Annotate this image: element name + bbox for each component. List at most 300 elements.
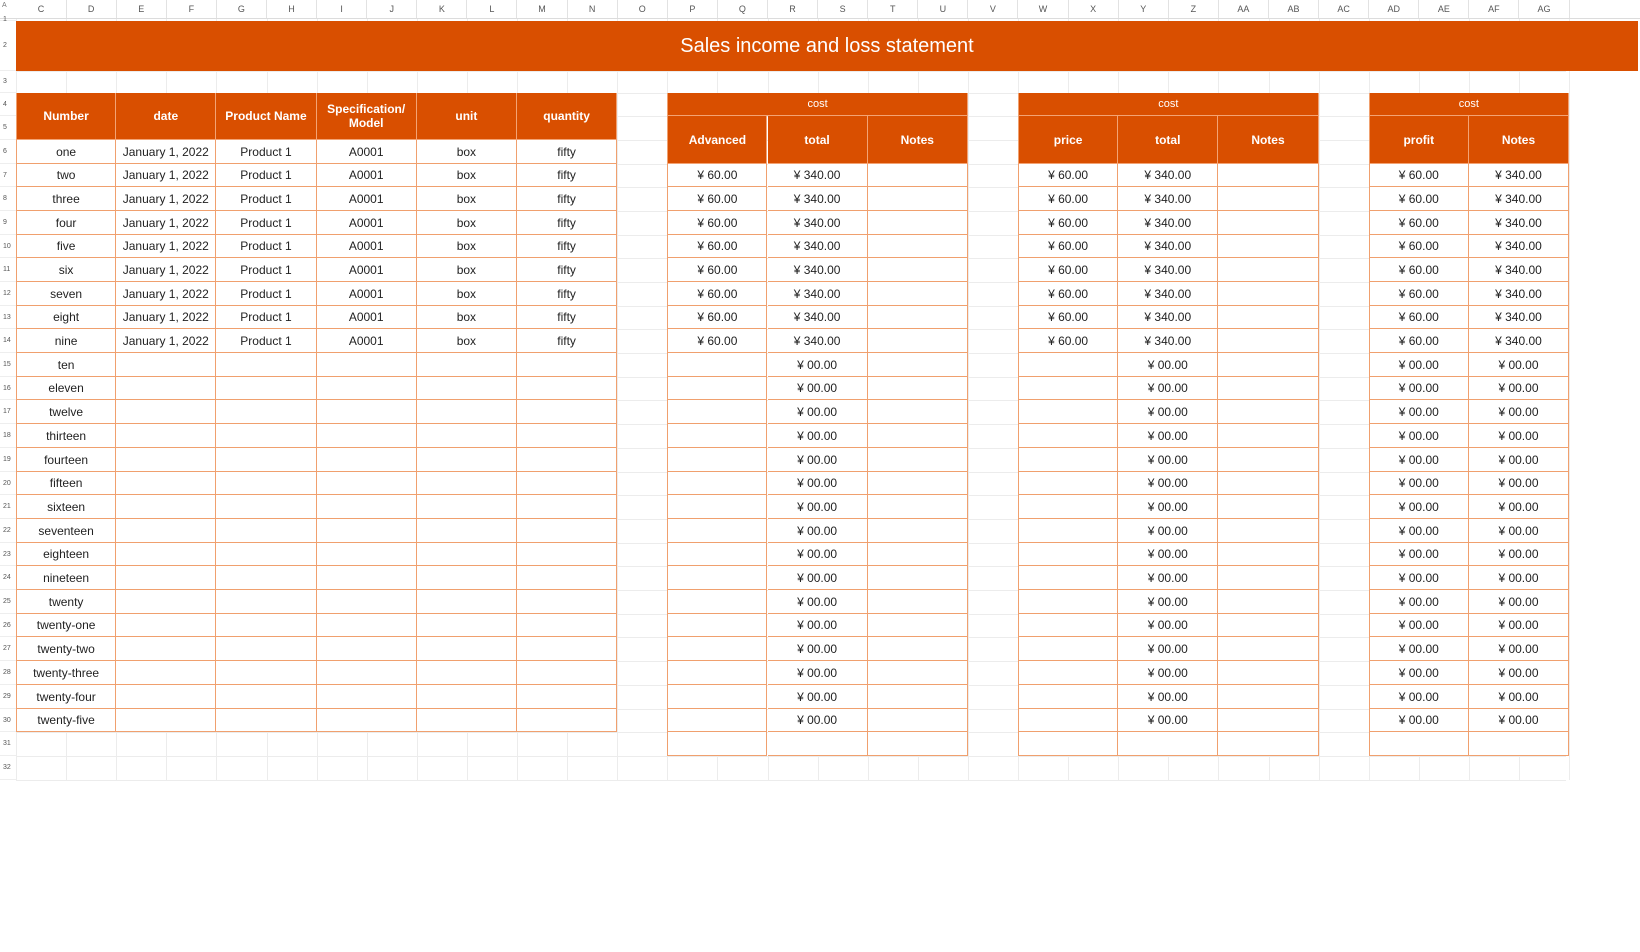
column-letter[interactable]: K: [417, 0, 467, 18]
table-cell[interactable]: [517, 400, 617, 424]
table-cell[interactable]: January 1, 2022: [116, 164, 216, 187]
table-cell[interactable]: ¥ 00.00: [1369, 424, 1469, 448]
column-letter[interactable]: S: [818, 0, 868, 18]
table-cell[interactable]: ¥ 340.00: [768, 329, 868, 353]
table-cell[interactable]: ¥ 340.00: [1469, 329, 1569, 353]
table-cell[interactable]: [216, 377, 316, 400]
table-cell[interactable]: [317, 448, 417, 472]
column-letter[interactable]: L: [467, 0, 517, 18]
column-header[interactable]: total: [1118, 116, 1218, 164]
table-cell[interactable]: [216, 685, 316, 709]
row-number[interactable]: 20: [0, 472, 16, 495]
table-cell[interactable]: ¥ 340.00: [768, 164, 868, 187]
table-cell[interactable]: box: [417, 164, 517, 187]
table-cell[interactable]: ¥ 60.00: [1369, 306, 1469, 329]
table-cell[interactable]: box: [417, 282, 517, 306]
table-cell[interactable]: [1218, 235, 1318, 258]
table-cell[interactable]: ¥ 00.00: [1118, 661, 1218, 685]
table-cell[interactable]: ¥ 340.00: [1469, 187, 1569, 211]
cost-block-1-group-header[interactable]: cost: [667, 93, 968, 116]
table-cell[interactable]: fifty: [517, 306, 617, 329]
table-cell[interactable]: ¥ 60.00: [1018, 164, 1118, 187]
table-cell[interactable]: ¥ 340.00: [1118, 258, 1218, 282]
row-number[interactable]: 19: [0, 448, 16, 472]
table-cell[interactable]: [317, 709, 417, 732]
table-cell[interactable]: ¥ 60.00: [667, 329, 767, 353]
table-cell[interactable]: ¥ 00.00: [1469, 495, 1569, 519]
table-cell[interactable]: [317, 543, 417, 566]
table-cell[interactable]: ¥ 60.00: [667, 164, 767, 187]
table-cell[interactable]: ¥ 340.00: [1469, 258, 1569, 282]
row-number[interactable]: 15: [0, 353, 16, 377]
table-cell[interactable]: [1218, 543, 1318, 566]
table-cell[interactable]: ¥ 00.00: [1469, 424, 1569, 448]
table-cell[interactable]: [517, 495, 617, 519]
table-cell[interactable]: ¥ 00.00: [768, 543, 868, 566]
table-cell[interactable]: [417, 614, 517, 637]
table-cell[interactable]: [868, 211, 968, 235]
table-cell[interactable]: ¥ 340.00: [1469, 235, 1569, 258]
table-cell[interactable]: [1218, 424, 1318, 448]
table-cell[interactable]: [116, 424, 216, 448]
table-cell[interactable]: ¥ 00.00: [1118, 519, 1218, 543]
table-cell[interactable]: ¥ 60.00: [1018, 282, 1118, 306]
table-cell[interactable]: ¥ 00.00: [1369, 377, 1469, 400]
table-cell[interactable]: [116, 543, 216, 566]
row-number[interactable]: 4: [0, 93, 16, 116]
table-cell[interactable]: ¥ 00.00: [768, 685, 868, 709]
table-cell[interactable]: twenty-three: [16, 661, 116, 685]
table-cell[interactable]: [1218, 282, 1318, 306]
table-cell[interactable]: ¥ 60.00: [1369, 282, 1469, 306]
table-cell[interactable]: fourteen: [16, 448, 116, 472]
column-letter[interactable]: O: [618, 0, 668, 18]
table-cell[interactable]: ¥ 340.00: [768, 258, 868, 282]
table-cell[interactable]: one: [16, 140, 116, 164]
table-cell[interactable]: [1218, 187, 1318, 211]
table-cell[interactable]: [317, 566, 417, 590]
table-cell[interactable]: [517, 614, 617, 637]
row-number[interactable]: 10: [0, 235, 16, 258]
table-cell[interactable]: Product 1: [216, 187, 316, 211]
table-cell[interactable]: [667, 637, 767, 661]
row-number[interactable]: 12: [0, 282, 16, 306]
table-cell[interactable]: [667, 400, 767, 424]
table-cell[interactable]: [216, 543, 316, 566]
row-number[interactable]: 5: [0, 116, 16, 140]
table-cell[interactable]: A0001: [317, 306, 417, 329]
table-cell[interactable]: twenty-one: [16, 614, 116, 637]
table-cell[interactable]: [116, 472, 216, 495]
table-cell[interactable]: [1218, 732, 1318, 756]
table-cell[interactable]: [317, 424, 417, 448]
table-cell[interactable]: [868, 448, 968, 472]
table-cell[interactable]: ¥ 60.00: [1369, 187, 1469, 211]
table-cell[interactable]: [517, 424, 617, 448]
table-cell[interactable]: twenty: [16, 590, 116, 614]
table-cell[interactable]: ¥ 00.00: [1469, 400, 1569, 424]
table-cell[interactable]: ¥ 60.00: [1018, 211, 1118, 235]
column-letter[interactable]: P: [668, 0, 718, 18]
table-cell[interactable]: [216, 661, 316, 685]
table-cell[interactable]: [1218, 495, 1318, 519]
table-cell[interactable]: [317, 637, 417, 661]
table-cell[interactable]: [517, 685, 617, 709]
table-cell[interactable]: [1018, 709, 1118, 732]
table-cell[interactable]: nineteen: [16, 566, 116, 590]
table-cell[interactable]: ¥ 340.00: [1469, 306, 1569, 329]
table-cell[interactable]: [517, 377, 617, 400]
table-cell[interactable]: A0001: [317, 329, 417, 353]
table-cell[interactable]: fifty: [517, 211, 617, 235]
row-number[interactable]: 17: [0, 400, 16, 424]
table-cell[interactable]: ¥ 00.00: [1118, 637, 1218, 661]
table-cell[interactable]: ¥ 00.00: [768, 637, 868, 661]
table-cell[interactable]: [868, 543, 968, 566]
table-cell[interactable]: [868, 709, 968, 732]
table-cell[interactable]: January 1, 2022: [116, 258, 216, 282]
table-cell[interactable]: [317, 400, 417, 424]
table-cell[interactable]: fifty: [517, 187, 617, 211]
row-number[interactable]: 23: [0, 543, 16, 566]
table-cell[interactable]: [667, 566, 767, 590]
table-cell[interactable]: thirteen: [16, 424, 116, 448]
table-cell[interactable]: ¥ 60.00: [1369, 235, 1469, 258]
table-cell[interactable]: twenty-four: [16, 685, 116, 709]
table-cell[interactable]: ¥ 00.00: [768, 472, 868, 495]
table-cell[interactable]: [1218, 519, 1318, 543]
table-cell[interactable]: sixteen: [16, 495, 116, 519]
table-cell[interactable]: two: [16, 164, 116, 187]
table-cell[interactable]: ¥ 340.00: [1118, 211, 1218, 235]
table-cell[interactable]: ¥ 340.00: [1118, 235, 1218, 258]
table-cell[interactable]: ¥ 60.00: [1369, 211, 1469, 235]
table-cell[interactable]: [417, 353, 517, 377]
table-cell[interactable]: ¥ 60.00: [1369, 258, 1469, 282]
column-header[interactable]: Number: [16, 93, 116, 140]
column-letter[interactable]: AD: [1369, 0, 1419, 18]
table-cell[interactable]: [1018, 661, 1118, 685]
column-letter[interactable]: U: [918, 0, 968, 18]
table-cell[interactable]: ¥ 00.00: [1118, 472, 1218, 495]
table-cell[interactable]: [868, 235, 968, 258]
table-cell[interactable]: [116, 448, 216, 472]
table-cell[interactable]: [868, 495, 968, 519]
table-cell[interactable]: [1218, 472, 1318, 495]
table-cell[interactable]: [868, 566, 968, 590]
table-cell[interactable]: [417, 637, 517, 661]
table-cell[interactable]: box: [417, 235, 517, 258]
column-header[interactable]: Product Name: [216, 93, 316, 140]
cost-block-2-group-header[interactable]: cost: [1018, 93, 1319, 116]
column-letter[interactable]: Z: [1169, 0, 1219, 18]
table-cell[interactable]: [116, 400, 216, 424]
table-cell[interactable]: [417, 495, 517, 519]
table-cell[interactable]: [1218, 448, 1318, 472]
table-cell[interactable]: [1218, 685, 1318, 709]
table-cell[interactable]: [667, 448, 767, 472]
table-cell[interactable]: ¥ 00.00: [1369, 685, 1469, 709]
table-cell[interactable]: [116, 637, 216, 661]
table-cell[interactable]: A0001: [317, 211, 417, 235]
table-cell[interactable]: ¥ 00.00: [768, 661, 868, 685]
table-cell[interactable]: fifty: [517, 329, 617, 353]
table-cell[interactable]: [317, 661, 417, 685]
table-cell[interactable]: [517, 353, 617, 377]
table-cell[interactable]: ¥ 340.00: [768, 235, 868, 258]
table-cell[interactable]: [317, 353, 417, 377]
table-cell[interactable]: twenty-five: [16, 709, 116, 732]
table-cell[interactable]: eight: [16, 306, 116, 329]
column-letter[interactable]: J: [367, 0, 417, 18]
table-cell[interactable]: ¥ 00.00: [1469, 377, 1569, 400]
table-cell[interactable]: [868, 164, 968, 187]
table-cell[interactable]: ¥ 60.00: [1018, 235, 1118, 258]
table-cell[interactable]: eighteen: [16, 543, 116, 566]
table-cell[interactable]: Product 1: [216, 164, 316, 187]
column-letter[interactable]: M: [518, 0, 568, 18]
column-header[interactable]: total: [768, 116, 868, 164]
table-cell[interactable]: ¥ 00.00: [1369, 709, 1469, 732]
table-cell[interactable]: [1218, 709, 1318, 732]
table-cell[interactable]: [517, 448, 617, 472]
table-cell[interactable]: [517, 637, 617, 661]
table-cell[interactable]: [216, 519, 316, 543]
row-number[interactable]: 28: [0, 661, 16, 685]
table-cell[interactable]: [868, 306, 968, 329]
table-cell[interactable]: [868, 472, 968, 495]
table-cell[interactable]: [868, 519, 968, 543]
table-cell[interactable]: Product 1: [216, 329, 316, 353]
table-cell[interactable]: [216, 566, 316, 590]
table-cell[interactable]: ¥ 00.00: [1369, 590, 1469, 614]
table-cell[interactable]: [1018, 614, 1118, 637]
table-cell[interactable]: [667, 353, 767, 377]
table-cell[interactable]: ¥ 60.00: [1369, 164, 1469, 187]
table-cell[interactable]: A0001: [317, 235, 417, 258]
column-letter[interactable]: Y: [1119, 0, 1169, 18]
table-cell[interactable]: [667, 495, 767, 519]
column-letter[interactable]: I: [317, 0, 367, 18]
table-cell[interactable]: [417, 661, 517, 685]
column-header[interactable]: price: [1018, 116, 1118, 164]
table-cell[interactable]: January 1, 2022: [116, 306, 216, 329]
column-letter[interactable]: X: [1069, 0, 1119, 18]
row-number[interactable]: 30: [0, 709, 16, 732]
table-cell[interactable]: ¥ 00.00: [1118, 400, 1218, 424]
table-cell[interactable]: [116, 614, 216, 637]
table-cell[interactable]: [417, 590, 517, 614]
column-header[interactable]: date: [116, 93, 216, 140]
table-cell[interactable]: [1018, 637, 1118, 661]
table-cell[interactable]: [667, 472, 767, 495]
table-cell[interactable]: [1118, 732, 1218, 756]
table-cell[interactable]: [667, 732, 767, 756]
column-letter[interactable]: T: [868, 0, 918, 18]
column-header[interactable]: Notes: [1469, 116, 1569, 164]
table-cell[interactable]: [517, 590, 617, 614]
table-cell[interactable]: ¥ 60.00: [1018, 258, 1118, 282]
table-cell[interactable]: [317, 519, 417, 543]
table-cell[interactable]: [1018, 732, 1118, 756]
row-number[interactable]: 31: [0, 732, 16, 756]
table-cell[interactable]: ¥ 00.00: [1369, 472, 1469, 495]
table-cell[interactable]: [216, 590, 316, 614]
table-cell[interactable]: ¥ 00.00: [1118, 543, 1218, 566]
table-cell[interactable]: [317, 614, 417, 637]
table-cell[interactable]: [417, 472, 517, 495]
table-cell[interactable]: [667, 614, 767, 637]
column-letter[interactable]: AE: [1419, 0, 1469, 18]
table-cell[interactable]: box: [417, 140, 517, 164]
table-cell[interactable]: ¥ 340.00: [1118, 282, 1218, 306]
column-letter[interactable]: F: [167, 0, 217, 18]
row-number[interactable]: 8: [0, 187, 16, 211]
table-cell[interactable]: [1018, 400, 1118, 424]
column-header[interactable]: quantity: [517, 93, 617, 140]
table-cell[interactable]: seven: [16, 282, 116, 306]
table-cell[interactable]: five: [16, 235, 116, 258]
table-cell[interactable]: ¥ 00.00: [768, 424, 868, 448]
table-cell[interactable]: ¥ 00.00: [1118, 448, 1218, 472]
row-number[interactable]: 22: [0, 519, 16, 543]
table-cell[interactable]: ¥ 00.00: [1469, 614, 1569, 637]
row-number[interactable]: 11: [0, 258, 16, 282]
column-header[interactable]: Notes: [1218, 116, 1318, 164]
column-letter[interactable]: N: [568, 0, 618, 18]
table-cell[interactable]: ¥ 00.00: [1369, 614, 1469, 637]
table-cell[interactable]: A0001: [317, 258, 417, 282]
table-cell[interactable]: [868, 377, 968, 400]
table-cell[interactable]: fifty: [517, 258, 617, 282]
table-cell[interactable]: ¥ 00.00: [1118, 614, 1218, 637]
table-cell[interactable]: [667, 424, 767, 448]
table-cell[interactable]: seventeen: [16, 519, 116, 543]
cost-block-3-group-header[interactable]: cost: [1369, 93, 1569, 116]
table-cell[interactable]: ¥ 00.00: [768, 448, 868, 472]
table-cell[interactable]: ¥ 00.00: [1469, 661, 1569, 685]
table-cell[interactable]: ¥ 00.00: [1118, 424, 1218, 448]
table-cell[interactable]: [517, 566, 617, 590]
table-cell[interactable]: [868, 353, 968, 377]
table-cell[interactable]: [116, 353, 216, 377]
table-cell[interactable]: ¥ 00.00: [1118, 709, 1218, 732]
table-cell[interactable]: [868, 187, 968, 211]
table-cell[interactable]: [517, 472, 617, 495]
table-cell[interactable]: [1218, 377, 1318, 400]
table-cell[interactable]: twelve: [16, 400, 116, 424]
row-number[interactable]: 24: [0, 566, 16, 590]
table-cell[interactable]: Product 1: [216, 235, 316, 258]
table-cell[interactable]: ¥ 00.00: [1369, 400, 1469, 424]
table-cell[interactable]: eleven: [16, 377, 116, 400]
table-cell[interactable]: ¥ 00.00: [1369, 566, 1469, 590]
table-cell[interactable]: fifty: [517, 282, 617, 306]
column-header[interactable]: Advanced: [667, 116, 767, 164]
table-cell[interactable]: fifteen: [16, 472, 116, 495]
table-cell[interactable]: ¥ 00.00: [1118, 353, 1218, 377]
table-cell[interactable]: ¥ 00.00: [768, 709, 868, 732]
table-cell[interactable]: ¥ 340.00: [1469, 282, 1569, 306]
table-cell[interactable]: [1018, 685, 1118, 709]
table-cell[interactable]: January 1, 2022: [116, 187, 216, 211]
table-cell[interactable]: [868, 661, 968, 685]
row-number[interactable]: 32: [0, 756, 16, 780]
table-cell[interactable]: [1218, 353, 1318, 377]
column-letter[interactable]: AG: [1520, 0, 1570, 18]
table-cell[interactable]: box: [417, 329, 517, 353]
table-cell[interactable]: ten: [16, 353, 116, 377]
table-cell[interactable]: [317, 472, 417, 495]
table-cell[interactable]: ¥ 00.00: [1118, 685, 1218, 709]
table-cell[interactable]: [517, 709, 617, 732]
table-cell[interactable]: [1218, 637, 1318, 661]
table-cell[interactable]: [868, 424, 968, 448]
table-cell[interactable]: [667, 519, 767, 543]
table-cell[interactable]: ¥ 00.00: [1469, 519, 1569, 543]
column-letter[interactable]: AA: [1219, 0, 1269, 18]
table-cell[interactable]: Product 1: [216, 140, 316, 164]
table-cell[interactable]: [667, 685, 767, 709]
table-cell[interactable]: January 1, 2022: [116, 235, 216, 258]
table-cell[interactable]: ¥ 00.00: [1118, 566, 1218, 590]
table-cell[interactable]: ¥ 60.00: [1018, 187, 1118, 211]
column-letter[interactable]: C: [17, 0, 67, 18]
table-cell[interactable]: ¥ 00.00: [768, 614, 868, 637]
row-number[interactable]: 1: [0, 18, 16, 21]
table-cell[interactable]: [116, 685, 216, 709]
table-cell[interactable]: ¥ 340.00: [1118, 306, 1218, 329]
table-cell[interactable]: ¥ 00.00: [1369, 353, 1469, 377]
table-cell[interactable]: Product 1: [216, 258, 316, 282]
table-cell[interactable]: [1218, 566, 1318, 590]
table-cell[interactable]: ¥ 00.00: [768, 495, 868, 519]
table-cell[interactable]: box: [417, 258, 517, 282]
table-cell[interactable]: [216, 424, 316, 448]
table-cell[interactable]: ¥ 60.00: [1369, 329, 1469, 353]
table-cell[interactable]: [868, 637, 968, 661]
table-cell[interactable]: ¥ 60.00: [1018, 329, 1118, 353]
column-letter[interactable]: Q: [718, 0, 768, 18]
table-cell[interactable]: ¥ 00.00: [768, 519, 868, 543]
table-cell[interactable]: ¥ 00.00: [768, 590, 868, 614]
table-cell[interactable]: six: [16, 258, 116, 282]
table-cell[interactable]: [868, 590, 968, 614]
table-cell[interactable]: [216, 495, 316, 519]
row-number[interactable]: 9: [0, 211, 16, 235]
table-cell[interactable]: ¥ 340.00: [1469, 164, 1569, 187]
table-cell[interactable]: [317, 495, 417, 519]
table-cell[interactable]: [216, 448, 316, 472]
column-header[interactable]: unit: [417, 93, 517, 140]
table-cell[interactable]: [1218, 164, 1318, 187]
row-number[interactable]: 14: [0, 329, 16, 353]
table-cell[interactable]: ¥ 340.00: [1118, 329, 1218, 353]
column-letter[interactable]: AB: [1269, 0, 1319, 18]
table-cell[interactable]: ¥ 00.00: [1369, 543, 1469, 566]
table-cell[interactable]: [216, 353, 316, 377]
table-cell[interactable]: [1018, 543, 1118, 566]
table-cell[interactable]: ¥ 340.00: [768, 211, 868, 235]
table-cell[interactable]: ¥ 60.00: [667, 211, 767, 235]
table-cell[interactable]: ¥ 00.00: [1469, 472, 1569, 495]
table-cell[interactable]: ¥ 60.00: [667, 187, 767, 211]
table-cell[interactable]: ¥ 00.00: [1469, 637, 1569, 661]
row-number[interactable]: 16: [0, 377, 16, 400]
table-cell[interactable]: [417, 424, 517, 448]
table-cell[interactable]: ¥ 340.00: [768, 282, 868, 306]
table-cell[interactable]: [868, 329, 968, 353]
